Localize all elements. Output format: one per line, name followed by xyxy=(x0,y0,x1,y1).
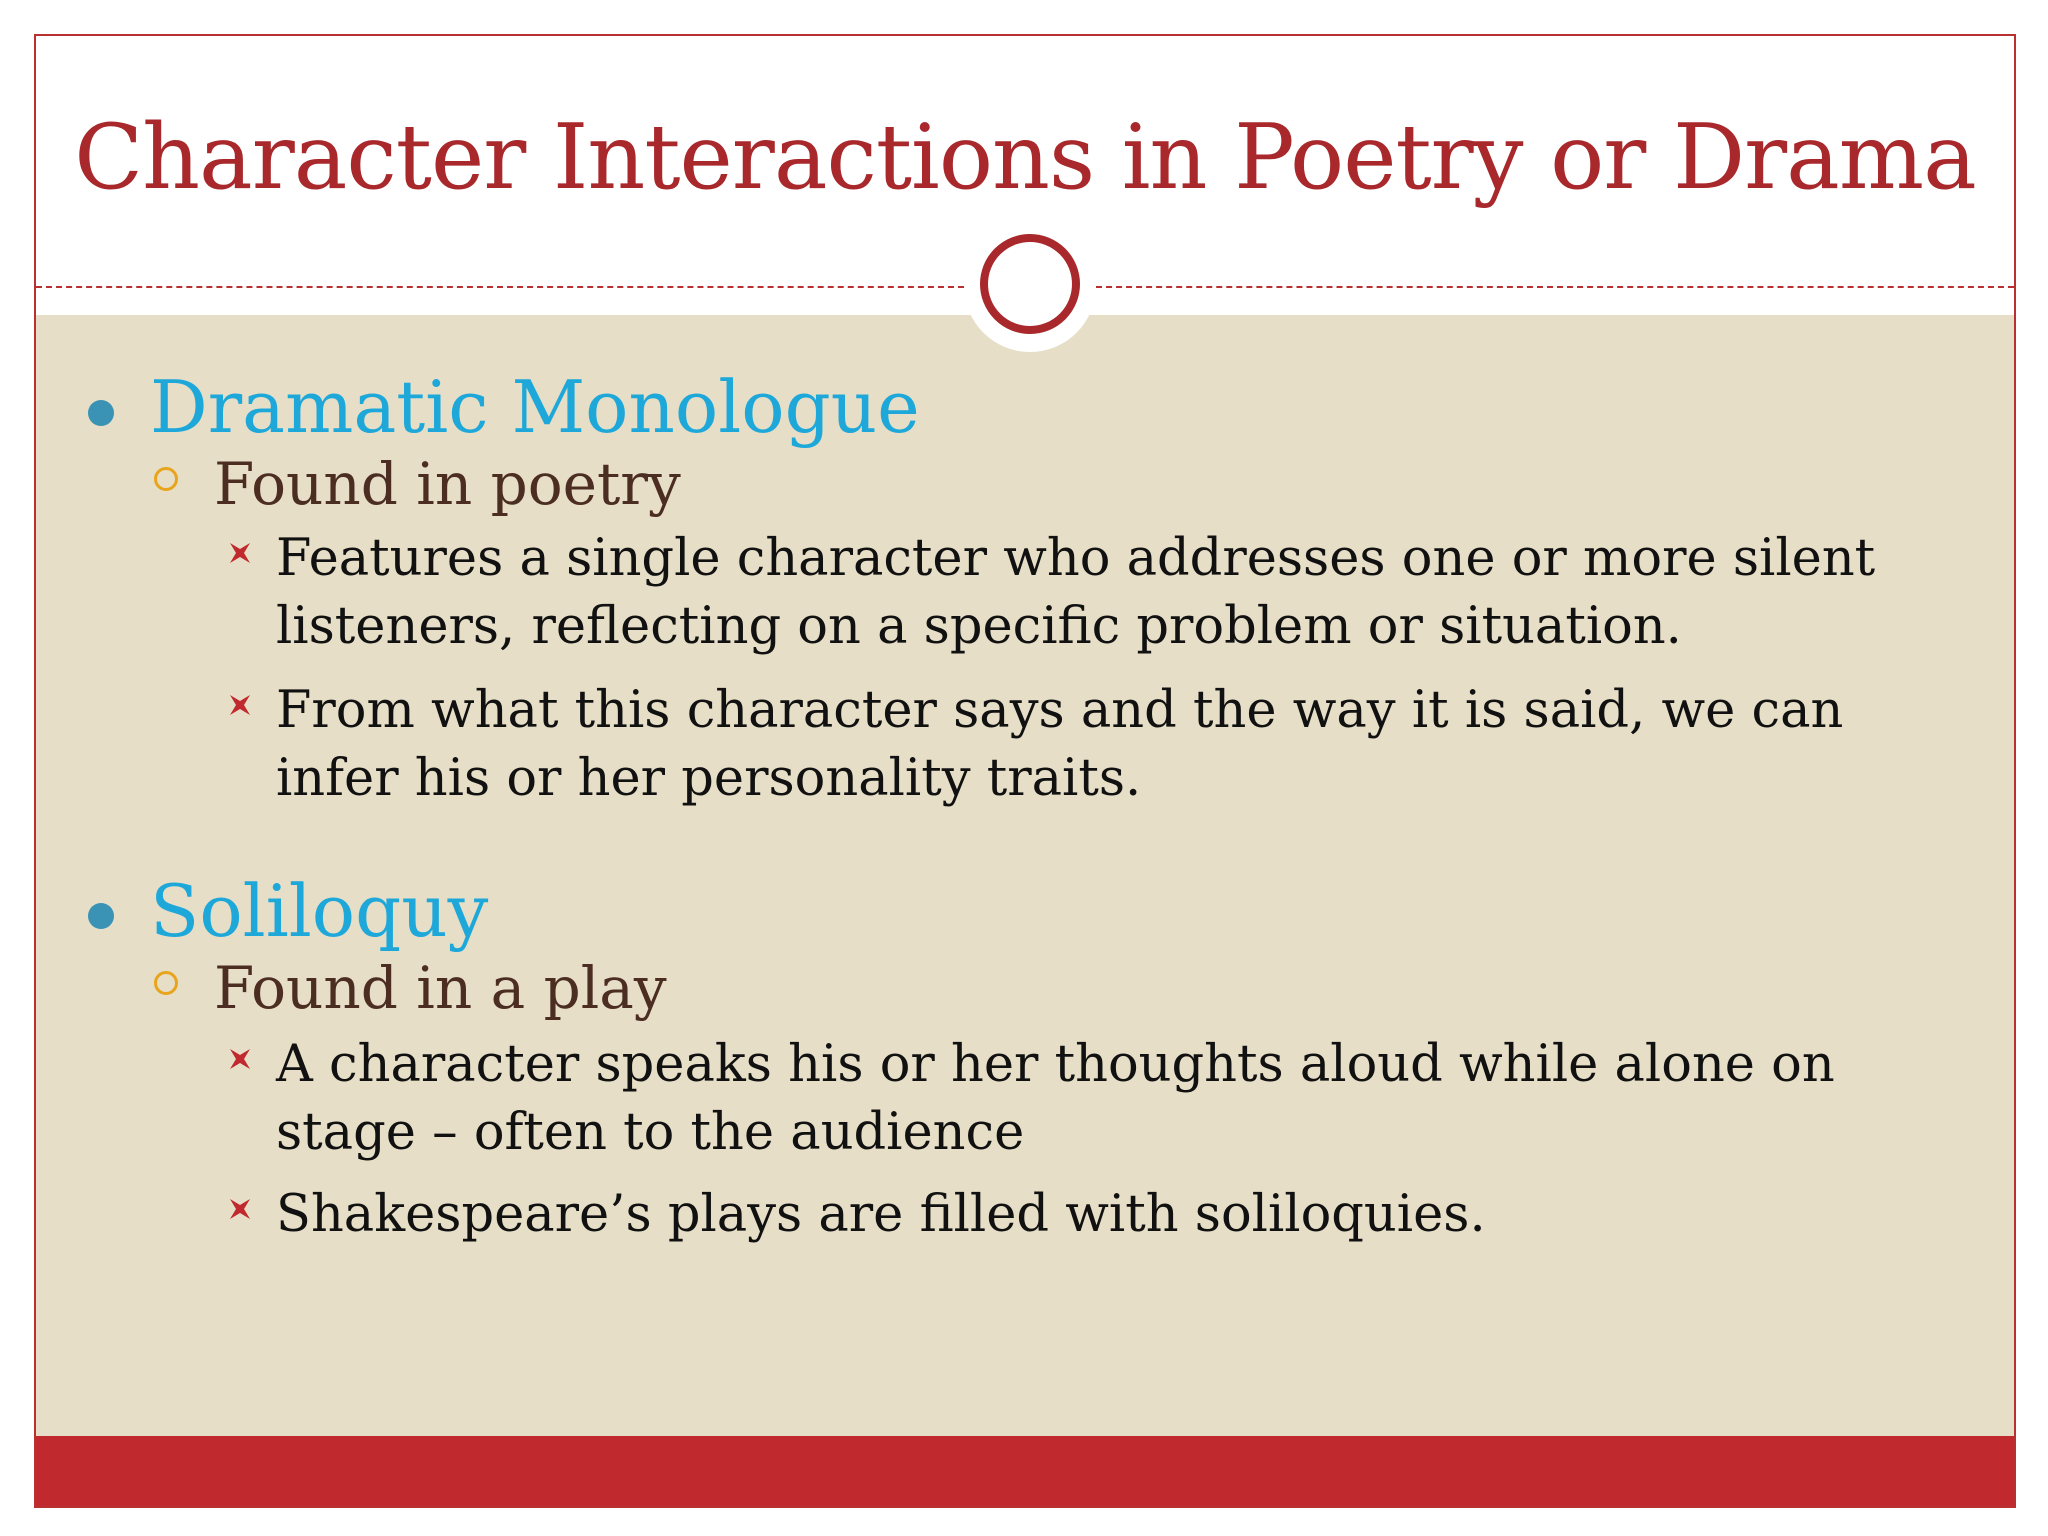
bottom-accent-bar xyxy=(36,1436,2014,1506)
divider-left xyxy=(36,286,964,288)
filled-circle-icon xyxy=(88,903,114,929)
section-heading-dramatic-monologue: Dramatic Monologue xyxy=(150,365,920,449)
four-point-star-icon xyxy=(228,541,252,565)
divider-right xyxy=(1096,286,2014,288)
hollow-circle-icon xyxy=(154,971,178,995)
section-heading-soliloquy: Soliloquy xyxy=(150,869,489,953)
four-point-star-icon xyxy=(228,693,252,717)
four-point-star-icon xyxy=(228,1047,252,1071)
slide-title: Character Interactions in Poetry or Drama xyxy=(74,105,1976,210)
filled-circle-icon xyxy=(88,400,114,426)
detail-point-single-character: Features a single character who addresses one or more silent listeners, reflecting on a specific problem or situation. xyxy=(276,529,1876,656)
detail-point-infer-traits: From what this character says and the way it is said, we can infer his or her personality traits. xyxy=(276,681,1844,808)
sub-point-found-in-a-play: Found in a play xyxy=(214,954,667,1022)
detail-point-shakespeare: Shakespeare’s plays are filled with soliloquies. xyxy=(276,1185,1486,1244)
four-point-star-icon xyxy=(228,1197,252,1221)
detail-point-thoughts-aloud: A character speaks his or her thoughts aloud while alone on stage – often to the audience xyxy=(276,1035,1835,1162)
slide xyxy=(34,34,2016,1508)
hollow-circle-icon xyxy=(154,467,178,491)
sub-point-found-in-poetry: Found in poetry xyxy=(214,450,681,518)
circle-ornament-icon xyxy=(980,234,1080,334)
content-area xyxy=(36,315,2014,1436)
